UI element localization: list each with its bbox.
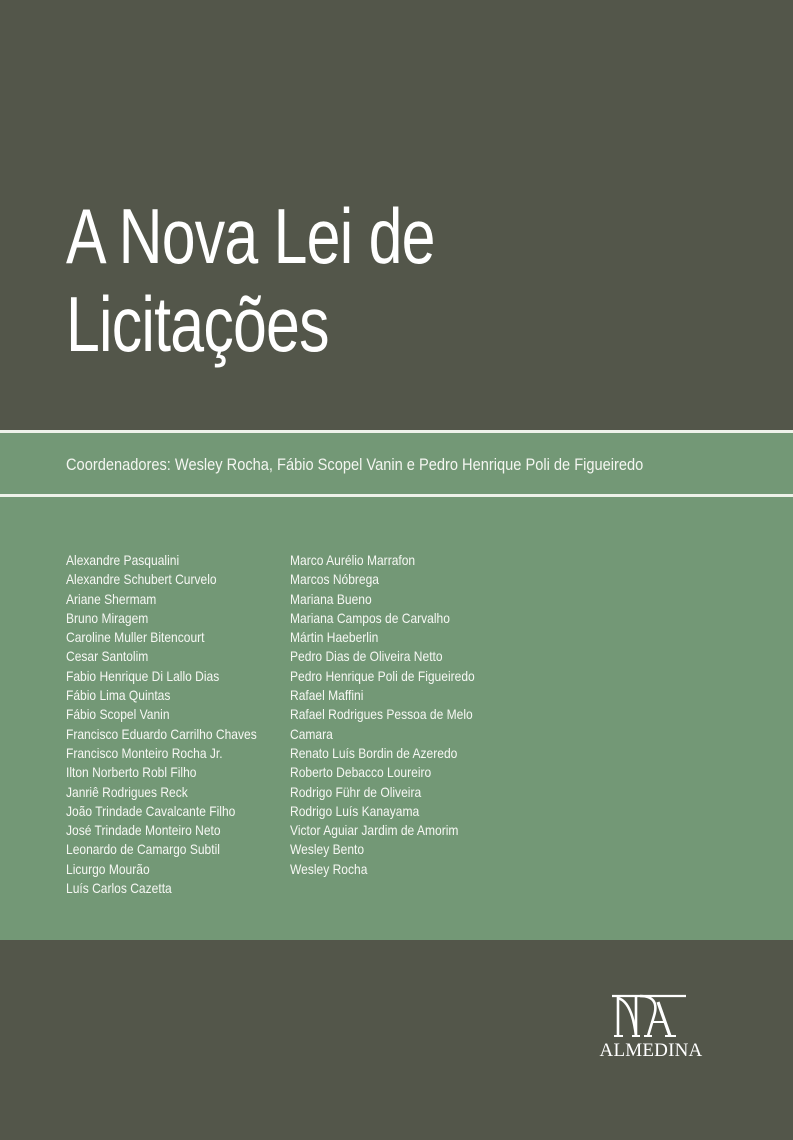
author-name: Alexandre Pasqualini — [66, 552, 180, 568]
author-name: Wesley Rocha — [290, 860, 368, 877]
author-name: João Trindade Cavalcante Filho — [66, 802, 236, 819]
author-name: Camara — [290, 725, 333, 742]
author-name: Mariana Campos de Carvalho — [290, 609, 450, 626]
title-line-1: A Nova Lei de — [66, 192, 435, 280]
author-name: Janriê Rodrigues Reck — [66, 783, 188, 800]
author-name: José Trindade Monteiro Neto — [66, 822, 221, 839]
author-name: Marco Aurélio Marrafon — [290, 552, 416, 568]
almedina-na-monogram-icon — [610, 992, 688, 1040]
author-name: Pedro Henrique Poli de Figueiredo — [290, 667, 475, 684]
author-name: Mariana Bueno — [290, 590, 372, 607]
author-name: Cesar Santolim — [66, 648, 149, 665]
author-name: Fábio Lima Quintas — [66, 687, 171, 704]
title-line-2: Licitações — [66, 280, 329, 368]
author-name: Ariane Shermam — [66, 590, 157, 607]
author-name: Caroline Muller Bitencourt — [66, 629, 205, 646]
author-name: Fabio Henrique Di Lallo Dias — [66, 667, 220, 684]
author-name: Rafael Rodrigues Pessoa de Melo — [290, 706, 473, 723]
author-name: Mártin Haeberlin — [290, 629, 379, 646]
publisher-logo — [588, 992, 714, 1072]
author-name: Francisco Eduardo Carrilho Chaves — [66, 725, 257, 742]
author-name: Alexandre Schubert Curvelo — [66, 571, 217, 588]
author-name: Wesley Bento — [290, 841, 365, 858]
author-name: Rodrigo Führ de Oliveira — [290, 783, 422, 800]
authors-column-right — [290, 551, 475, 879]
coordinators-text: Coordenadores: Wesley Rocha, Fábio Scopel Vanin e Pedro Henrique Poli de Figueiredo — [66, 455, 644, 474]
author-name: Bruno Miragem — [66, 609, 149, 626]
author-name: Roberto Debacco Loureiro — [290, 764, 432, 781]
author-name: Leonardo de Camargo Subtil — [66, 841, 220, 858]
author-name: Francisco Monteiro Rocha Jr. — [66, 744, 223, 761]
author-name: Marcos Nóbrega — [290, 571, 380, 588]
author-name: Ilton Norberto Robl Filho — [66, 764, 197, 781]
author-name: Luís Carlos Cazetta — [66, 880, 172, 897]
author-name: Pedro Dias de Oliveira Netto — [290, 648, 443, 665]
author-name: Rodrigo Luís Kanayama — [290, 802, 420, 819]
author-name: Rafael Maffini — [290, 687, 364, 704]
book-title — [66, 192, 596, 368]
author-name: Victor Aguiar Jardim de Amorim — [290, 822, 459, 839]
author-name: Fábio Scopel Vanin — [66, 706, 170, 723]
author-name: Licurgo Mourão — [66, 860, 150, 877]
author-name: Renato Luís Bordin de Azeredo — [290, 744, 458, 761]
authors-column-left — [66, 551, 257, 898]
publisher-name: ALMEDINA — [599, 1040, 703, 1061]
